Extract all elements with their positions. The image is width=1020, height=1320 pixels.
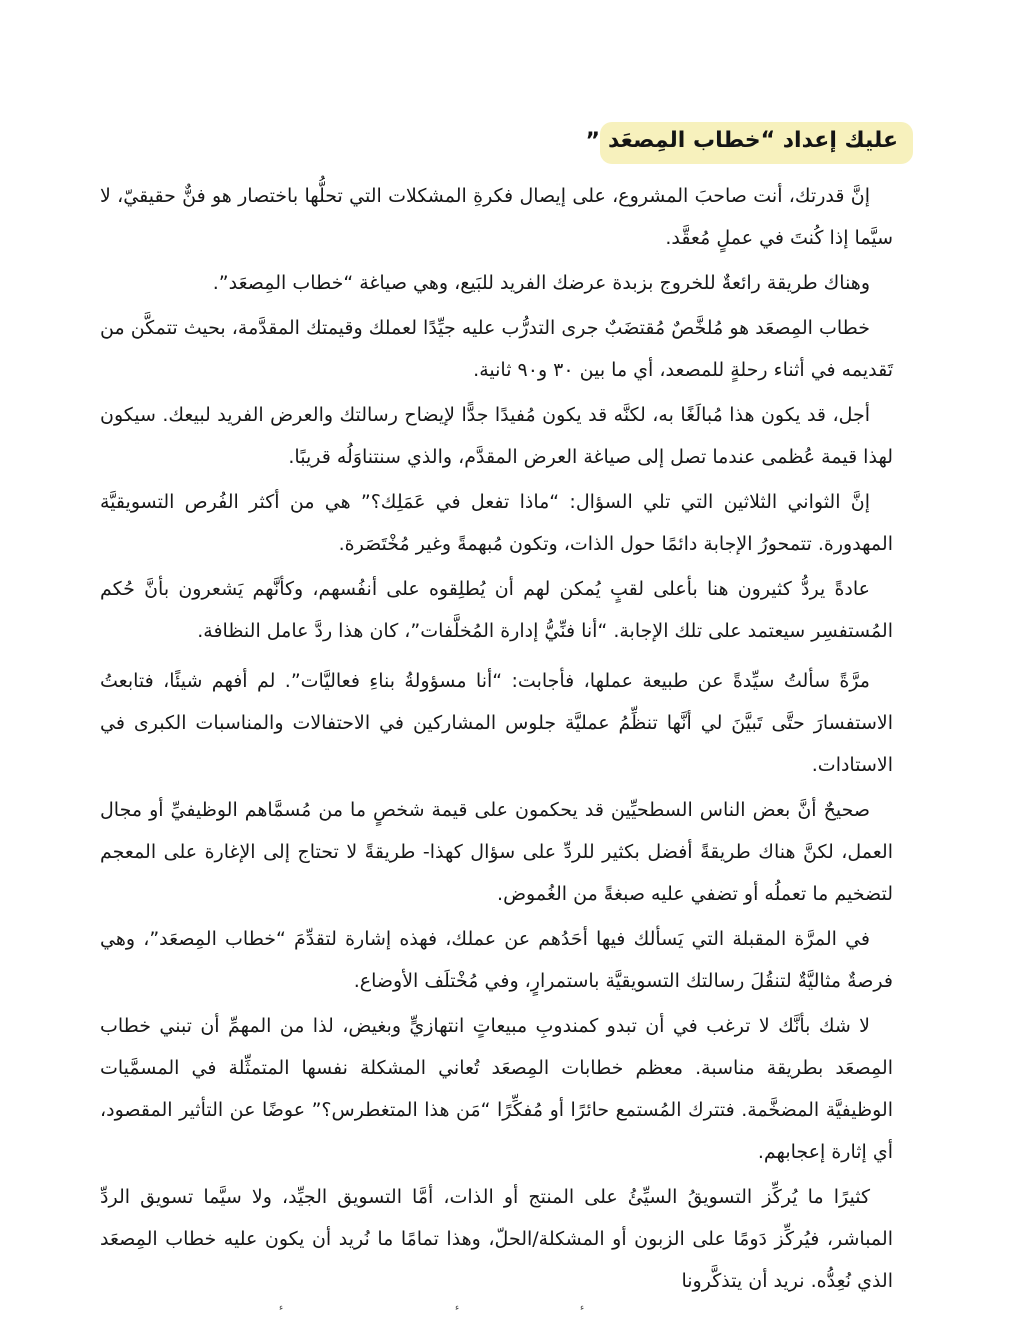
paragraph-2: وهناك طريقة رائعةٌ للخروج بزبدة عرضك الفريد للبَيع، وهي صياغة “خطاب المِصعَد”. xyxy=(212,272,870,294)
paragraph-4: أجل، قد يكون هذا مُبالَغًا به، لكنَّه قد يكون مُفيدًا جدًّا لإيضاح رسالتك والعرض الفريد لبيعك. سيكون لهذا قيمة عُظمى عندما تصل إلى صياغة العرض المقدَّم، والذي سنتناوَلُه قريبًا. xyxy=(100,404,893,468)
paragraph-3: خطاب المِصعَد هو مُلخَّصٌ مُقتضَبٌ جرى التدرُّب عليه جيِّدًا لعملك وقيمتك المقدَّمة، بحيث تتمكَّن من تَقديمه في أثناء رحلةٍ للمصعد، أي ما بين ٣٠ و٩٠ ثانية. xyxy=(100,317,893,381)
paragraph-1: إنَّ قدرتك، أنت صاحبَ المشروع، على إيصال فكرةِ المشكلات التي تحلُّها باختصار هو فنٌّ حقيقيّ، لا سيَّما إذا كُنتَ في عملٍ مُعقَّد. xyxy=(100,185,893,249)
section-title: عليك إعداد “خطاب المِصعَد xyxy=(607,128,898,153)
paragraph-10: لا شك بأنَّك لا ترغب في أن تبدو كمندوبِ مبيعاتٍ انتهازيٍّ وبغيض، لذا من المهمِّ أن تبني خطاب المِصعَد بطريقة مناسبة. معظم خطابات المِصعَد تُعاني المشكلة نفسها المتمثِّلة في المسمَّيات الوظيفيَّة المضخَّمة. فتترك المُستمع حائرًا أو مُفكِّرًا “مَن هذا المتغطرس؟” عوضًا عن التأثير المقصود، أي إثارة إعجابهم. xyxy=(100,1015,893,1163)
clipped-diacritic-mark: ء xyxy=(455,1305,460,1313)
paragraph-9: في المرَّة المقبلة التي يَسألك فيها أحَدُهم عن عملك، فهذه إشارة لتقدِّمَ “خطاب المِصعَد”، وهي فرصةٌ مثاليَّةٌ لتنقُلَ رسالتك التسويقيَّة باستمرارٍ، وفي مُخْتلَف الأوضاع. xyxy=(100,928,893,992)
section-title-highlight xyxy=(600,122,913,164)
paragraph-6: عادةً يردُّ كثيرون هنا بأعلى لقبٍ يُمكن لهم أن يُطلِقوه على أنفُسهم، وكأنَّهم يَشعرون بأنَّ حُكم المُستفسِر سيعتمد على تلك الإجابة. “أنا فنِّيُّ إدارة المُخلَّفات”، كان هذا ردَّ عامل النظافة. xyxy=(100,578,893,642)
paragraph-8: صحيحٌ أنَّ بعض الناس السطحيِّين قد يحكمون على قيمة شخصٍ ما من مُسمَّاهم الوظيفيِّ أو مجال العمل، لكنَّ هناك طريقةً أفضل بكثير للردِّ على سؤال كهذا- طريقةً لا تحتاج إلى الإغارة على المعجم لتضخيم ما تعملُه أو تضفي عليه صبغةً من الغُموض. xyxy=(100,799,893,905)
clipped-diacritic-mark: ء xyxy=(580,1305,585,1313)
section-title-row xyxy=(120,121,913,164)
body-text xyxy=(100,175,893,1302)
clipped-next-line xyxy=(100,1305,893,1320)
section-title-closing-quote: ” xyxy=(585,129,600,154)
paragraph-11: كثيرًا ما يُركِّز التسويقُ السيِّئُ على المنتج أو الذات، أمَّا التسويق الجيِّد، ولا سيَّما تسويق الردِّ المباشر، فيُركِّز دَومًا على الزبون أو المشكلة/الحلّ، وهذا تمامًا ما نُريد أن يكون عليه خطاب المِصعَد الذي نُعِدُّه. نريد أن يتذكَّرونا xyxy=(100,1186,893,1292)
paragraph-7: مرَّةً سألتُ سيِّدةً عن طبيعة عملها، فأجابت: “أنا مسؤولةُ بناءِ فعاليَّات”. لم أفهم شيئًا، فتابعتُ الاستفسارَ حتَّى تَبيَّنَ لي أنَّها تنظِّمُ عمليَّة جلوس المشاركين في الاحتفالات والمناسبات الكبرى في الاستادات. xyxy=(100,670,893,776)
clipped-diacritic-mark: ء xyxy=(279,1305,284,1313)
paragraph-5: إنَّ الثواني الثلاثين التي تلي السؤال: “ماذا تفعل في عَمَلِك؟” هي من أكثر الفُرص التسويقيَّة المهدورة. تتمحورُ الإجابة دائمًا حول الذات، وتكون مُبهمةً وغير مُخْتَصَرة. xyxy=(100,491,893,555)
text-column xyxy=(100,121,898,1320)
